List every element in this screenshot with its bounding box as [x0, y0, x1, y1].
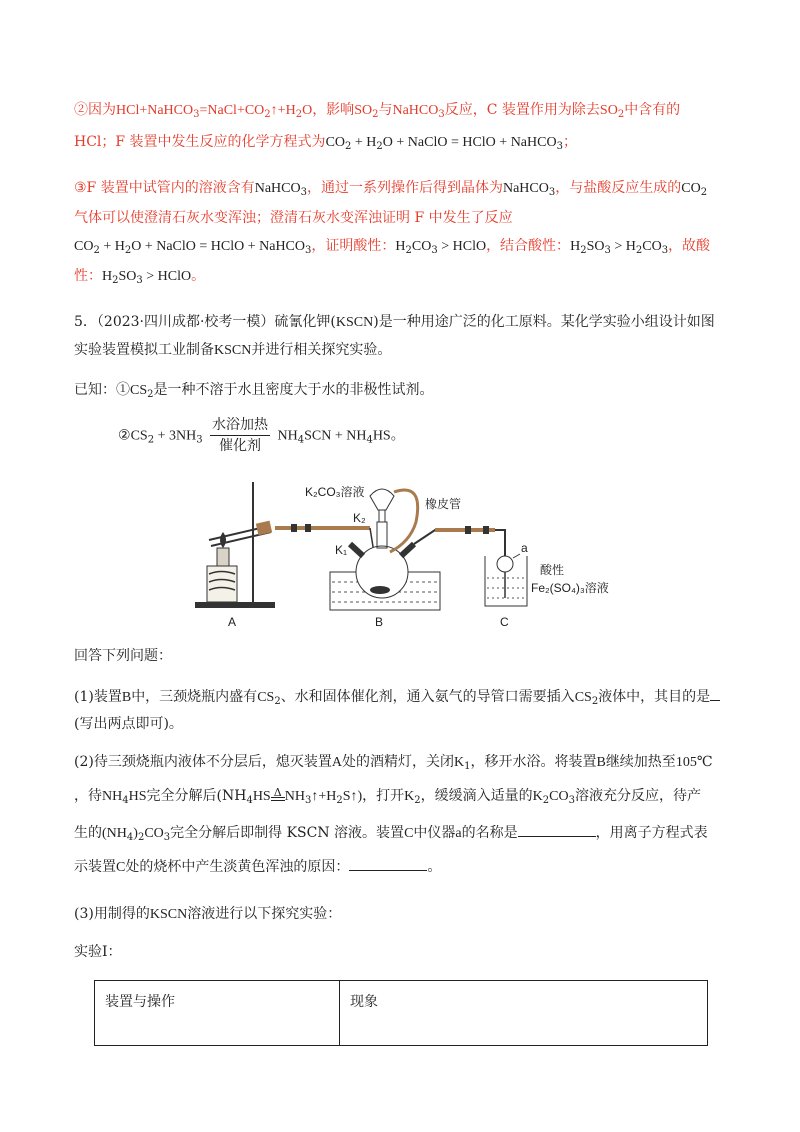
experiment-1-label: 实验Ⅰ： [74, 944, 122, 960]
dropping-funnel [370, 489, 394, 510]
svg-text:K₂: K₂ [353, 511, 366, 525]
drying-bulb [497, 556, 513, 572]
question-5-line-2: 实验装置模拟工业制备KSCN并进行相关探究实验。 [74, 342, 392, 358]
answer-blank-3[interactable] [349, 856, 427, 871]
known-1: 已知：$①CS_2$是一种不溶于水且密度大于水的非极性试剂。 [74, 382, 434, 400]
svg-text:橡皮管: 橡皮管 [425, 497, 462, 511]
q2-line-2: ，待$NH_4HS$完全分解后($NH_4HS$ Δ $NH_3↑+H_2S↑$)，打开$K_2$，缓缓滴入适量的$K_2CO_3$溶液充分反应，待产 [74, 786, 701, 806]
rubber-tube [390, 490, 418, 552]
question-5-line-1: 5．（2023·四川成都·校考一模）硫氰化钾(KSCN)是一种用途广泛的化工原料。某化学实验小组设计如图 [74, 314, 715, 330]
answer-prompt: 回答下列问题： [74, 648, 172, 664]
q1-line-1: (1)装置B中，三颈烧瓶内盛有$CS_2$、水和固体催化剂，通入氨气的导管口需要插入$CS_2$液体中，其目的是 [74, 686, 720, 708]
q2-line-1: (2)待三颈烧瓶内液体不分层后，熄灭装置A处的酒精灯，关闭$K_1$，移开水浴。将装置B继续加热至105℃ [74, 754, 713, 772]
table-row [95, 981, 708, 1046]
svg-text:K₂CO₃溶液: K₂CO₃溶液 [305, 485, 365, 499]
para-3-line-1: ③F 装置中试管内的溶液含有NaHCO$_3$，通过一系列操作后得到晶体为NaHCO$_3$，与盐酸反应生成的$CO_2$ [74, 180, 708, 198]
svg-text:B: B [375, 615, 384, 628]
answer-blank-2[interactable] [518, 822, 596, 837]
q2-line-3: 生的$(NH_4)_2CO_3$完全分解后即制得 KSCN 溶液。装置C中仪器a的名称是 ，用离子方程式表 [74, 822, 708, 844]
q2-line-4: 示装置C处的烧杯中产生淡黄色浑浊的原因： 。 [74, 856, 441, 878]
para-2-line-2: HCl；F 装置中发生反应的化学方程式为$CO_2 + H_2O$ + NaClO = HClO + NaHCO$_3$； [74, 134, 577, 152]
table-header-setup: 装置与操作 [95, 981, 340, 1046]
para-3-line-2: 气体可以使澄清石灰水变浑浊；澄清石灰水变浑浊证明 F 中发生了反应 [74, 210, 513, 226]
experiment-table [94, 980, 708, 1046]
svg-text:a: a [521, 541, 528, 555]
svg-text:C: C [500, 615, 509, 628]
para-3-line-4: 性：$H_2SO_3$ > HClO。 [74, 268, 206, 286]
svg-text:Fe₂(SO₄)₃溶液: Fe₂(SO₄)₃溶液 [531, 581, 609, 595]
table-header-phenomenon: 现象 [340, 981, 708, 1046]
stand-base [195, 602, 275, 608]
para-2-line-1: ②因为$HCl+NaHCO_3=NaCl+CO_2↑+H_2O$，影响$SO_2$与NaHCO$_3$反应，C 装置作用为除去$SO_2$中含有的 [74, 102, 681, 120]
apparatus-diagram [195, 478, 635, 628]
para-3-line-3: $CO_2 + H_2O$ + NaClO = HClO + NaHCO$_3$，证明酸性：$H_2CO_3$ > HClO，结合酸性：$H_2SO_3 > H_2CO_3$，故酸 [74, 238, 711, 256]
known-2-equation: $②CS_2 + 3NH_3$ $\frac{\text{水浴加热}}{\text{催化剂}}$ $NH_4SCN + NH_4HS$。 [118, 417, 405, 454]
svg-text:酸性: 酸性 [540, 563, 565, 577]
reaction-condition: $\frac{\text{水浴加热}}{\text{催化剂}}$ [212, 417, 269, 454]
svg-text:K₁: K₁ [335, 543, 348, 557]
q3-line: (3)用制得的KSCN溶液进行以下探究实验： [74, 906, 342, 922]
svg-text:A: A [228, 615, 237, 628]
flame-icon [220, 532, 226, 548]
q1-line-2: (写出两点即可)。 [74, 716, 183, 732]
answer-blank-1[interactable] [710, 686, 720, 701]
